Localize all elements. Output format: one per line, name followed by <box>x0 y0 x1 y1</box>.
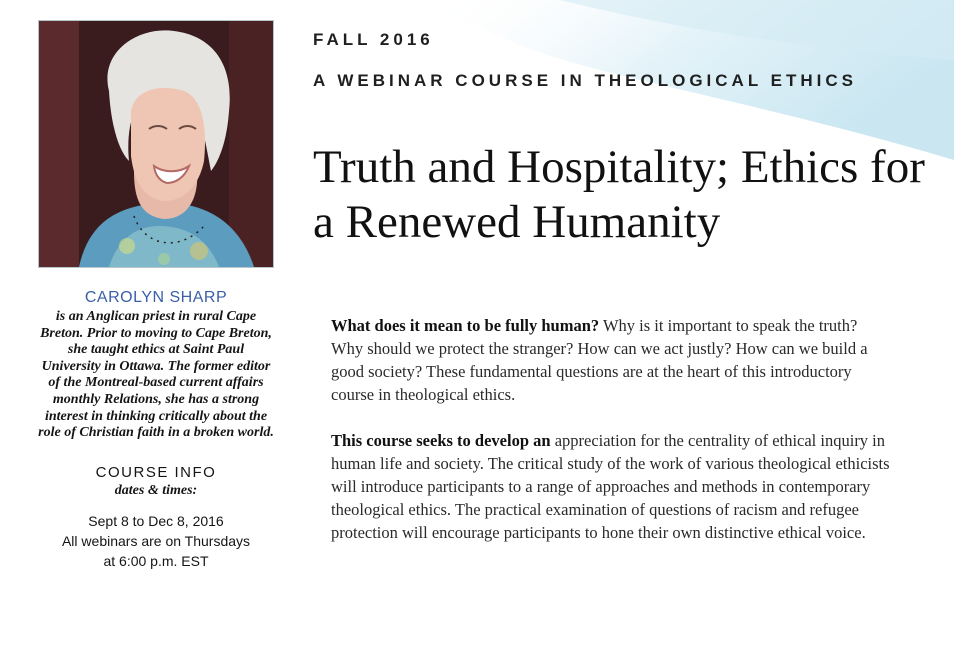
paragraph-2-body: appreciation for the centrality of ethical inquiry in human life and society. The critical study of the work of various theological ethicists will introduce participants to a range of approaches and methods in contemporary theological ethics. The practical examination of questions of racism and refugee protection will encourage participants to hone their own distinctive ethical voice. <box>331 431 890 542</box>
course-description <box>331 314 891 567</box>
paragraph-2-lead: This course seeks to develop an <box>331 431 551 450</box>
course-type-heading: A WEBINAR COURSE IN THEOLOGICAL ETHICS <box>313 71 857 90</box>
course-dates: Sept 8 to Dec 8, 2016 <box>88 512 224 529</box>
paragraph-1-lead: What does it mean to be fully human? <box>331 316 600 335</box>
paragraph-1-body: Why is it important to speak the truth? Why should we protect the stranger? How can we act justly? How can we build a good society? These fundamental questions are at the heart of this introductory course in theological ethics. <box>331 316 868 404</box>
description-paragraph-2 <box>331 429 891 544</box>
course-dates-block <box>38 511 274 571</box>
course-info-subheading: dates & times: <box>114 482 198 498</box>
course-title: Truth and Hospitality; Ethics for a Renewed Humanity <box>313 141 925 248</box>
author-sidebar <box>38 288 274 571</box>
course-info-heading: COURSE INFO <box>95 463 217 481</box>
course-schedule-line-2: at 6:00 p.m. EST <box>103 552 209 569</box>
author-name: CAROLYN SHARP <box>84 289 228 306</box>
course-schedule-line-1: All webinars are on Thursdays <box>61 532 251 549</box>
description-paragraph-1 <box>331 314 891 406</box>
author-bio: is an Anglican priest in rural Cape Breton. Prior to moving to Cape Breton, she taught ethics at Saint Paul University in Ottawa. The former editor of the Montreal-based current affairs monthly Relations, she has a strong interest in thinking critically about the role of Christian faith in a broken world. <box>38 309 274 441</box>
course-season: FALL 2016 <box>313 30 434 49</box>
author-photo <box>38 20 274 268</box>
